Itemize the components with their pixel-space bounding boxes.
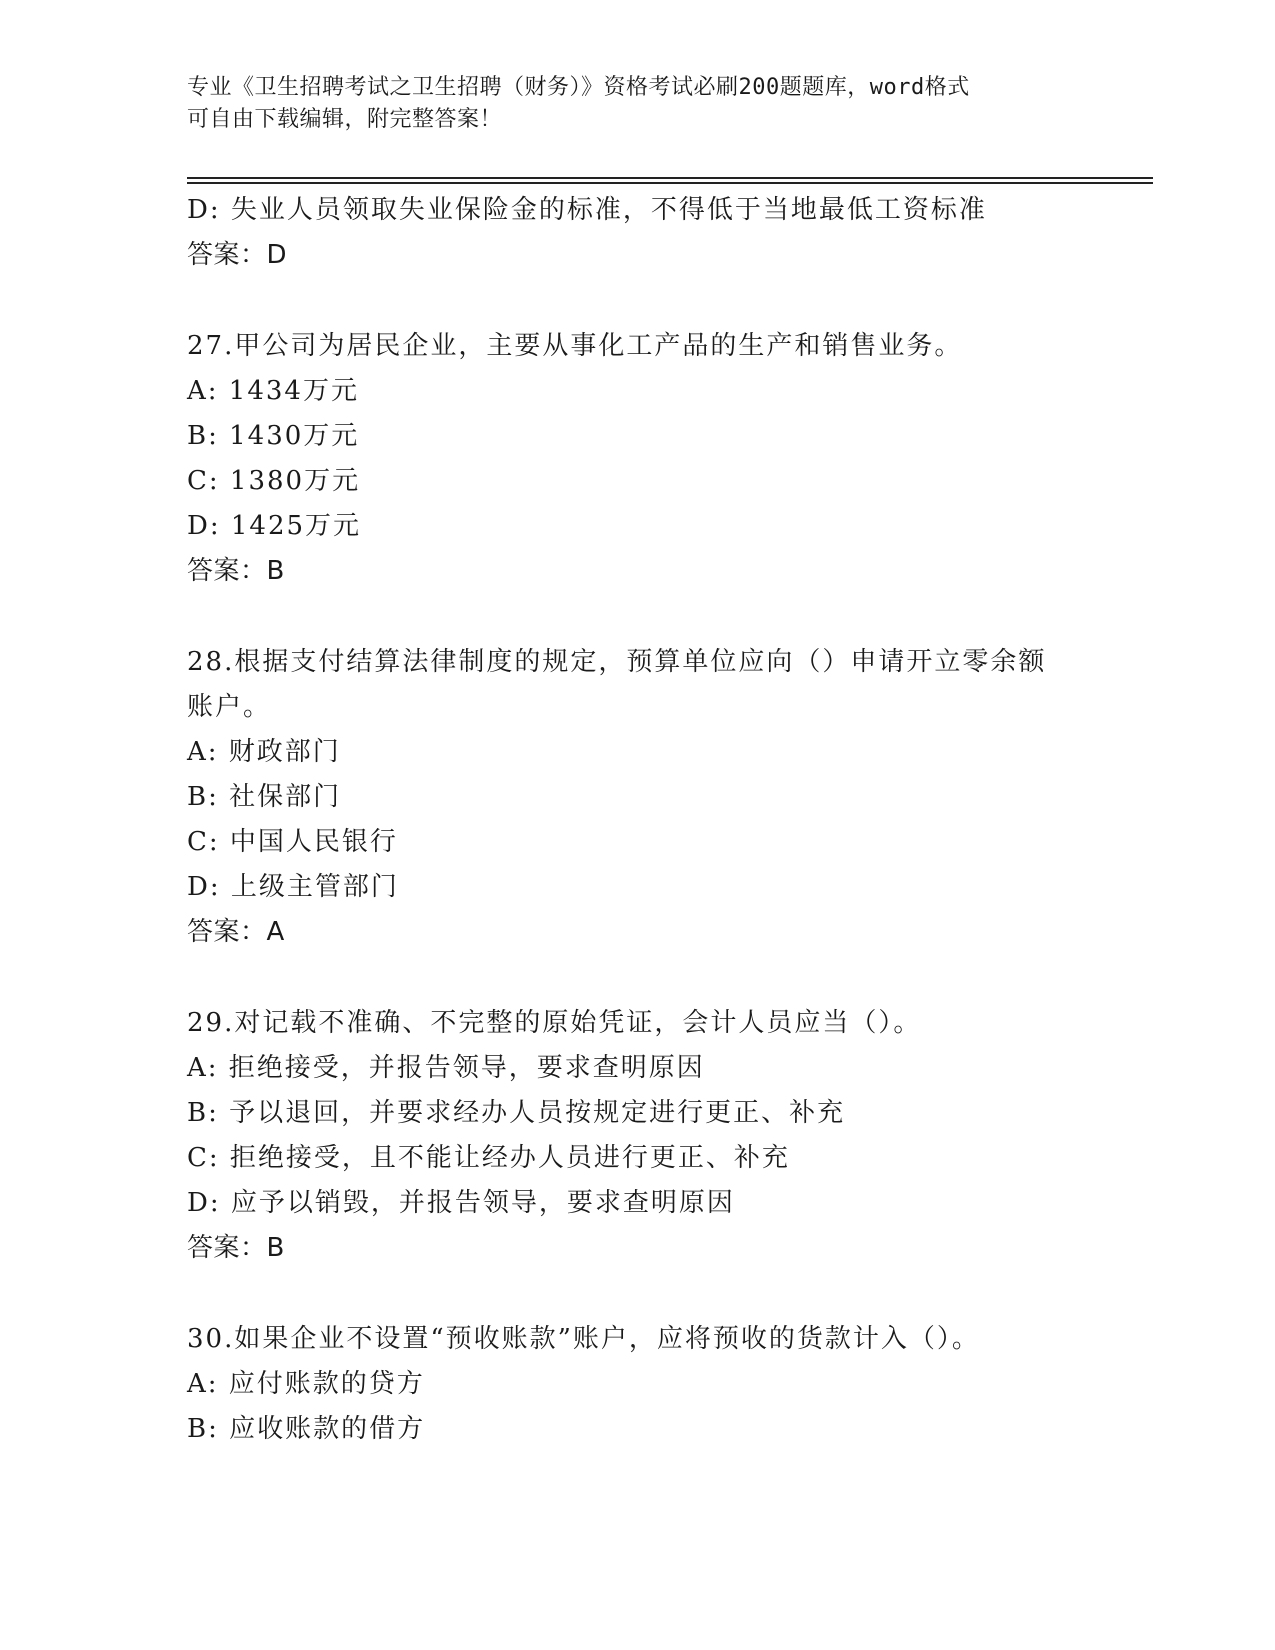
question-30 xyxy=(187,1317,1147,1452)
header-rule-bottom xyxy=(187,182,1153,184)
question-stem-continued: 账户。 xyxy=(187,692,272,722)
spacer xyxy=(187,955,1147,1001)
question-stem: 29.对记载不准确、不完整的原始凭证，会计人员应当（）。 xyxy=(187,1008,922,1038)
spacer xyxy=(187,278,1147,324)
option-d: D: 失业人员领取失业保险金的标准，不得低于当地最低工资标准 xyxy=(187,195,987,225)
header-rule-top xyxy=(187,177,1153,179)
answer-line: 答案：A xyxy=(187,917,285,947)
header-line-1: 专业《卫生招聘考试之卫生招聘（财务）》资格考试必刷200题题库，word格式 xyxy=(187,75,970,100)
option-a: A: 财政部门 xyxy=(187,737,341,767)
spacer xyxy=(187,594,1147,640)
option-b: B: 社保部门 xyxy=(187,782,342,812)
option-a: A: 应付账款的贷方 xyxy=(187,1369,425,1399)
question-28 xyxy=(187,640,1147,955)
option-c: C: 1380万元 xyxy=(187,466,361,496)
document-body xyxy=(187,188,1147,1452)
question-stem: 27.甲公司为居民企业，主要从事化工产品的生产和销售业务。 xyxy=(187,331,963,361)
question-stem: 30.如果企业不设置“预收账款”账户，应将预收的货款计入（）。 xyxy=(187,1324,980,1354)
header-line-2: 可自由下载编辑，附完整答案！ xyxy=(187,107,503,132)
answer-line: 答案：B xyxy=(187,1233,285,1263)
option-a: A: 1434万元 xyxy=(187,376,359,406)
option-a: A: 拒绝接受，并报告领导，要求查明原因 xyxy=(187,1053,705,1083)
option-d: D: 应予以销毁，并报告领导，要求查明原因 xyxy=(187,1188,735,1218)
question-fragment xyxy=(187,188,1147,278)
question-29 xyxy=(187,1001,1147,1271)
answer-line: 答案：B xyxy=(187,556,285,586)
spacer xyxy=(187,1271,1147,1317)
option-b: B: 1430万元 xyxy=(187,421,360,451)
document-header xyxy=(187,72,1087,136)
option-c: C: 拒绝接受，且不能让经办人员进行更正、补充 xyxy=(187,1143,790,1173)
answer-line: 答案：D xyxy=(187,240,288,270)
option-d: D: 上级主管部门 xyxy=(187,872,399,902)
option-b: B: 予以退回，并要求经办人员按规定进行更正、补充 xyxy=(187,1098,846,1128)
option-c: C: 中国人民银行 xyxy=(187,827,398,857)
question-stem: 28.根据支付结算法律制度的规定，预算单位应向（）申请开立零余额 xyxy=(187,647,1047,677)
option-b: B: 应收账款的借方 xyxy=(187,1414,426,1444)
question-27 xyxy=(187,324,1147,594)
option-d: D: 1425万元 xyxy=(187,511,362,541)
